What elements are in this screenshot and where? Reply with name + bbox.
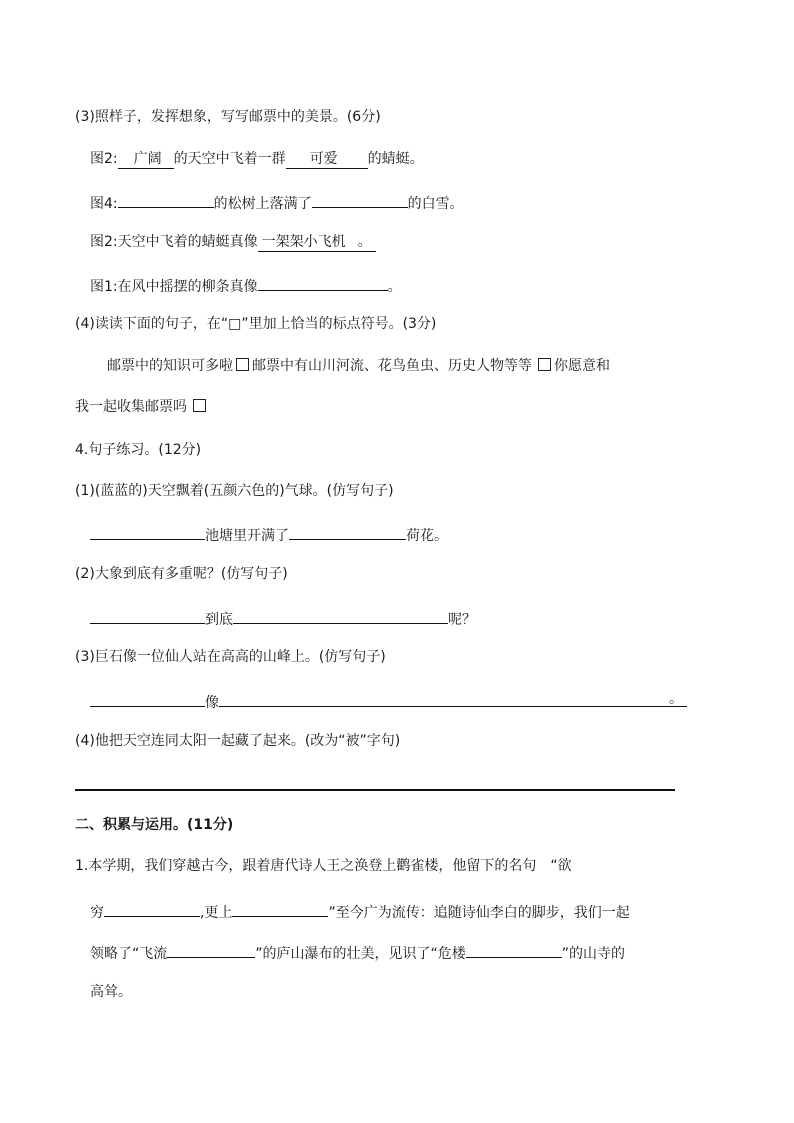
- text: 。: [669, 691, 683, 707]
- filled-blank[interactable]: 可爱: [286, 149, 368, 169]
- answer-blank[interactable]: [233, 606, 448, 624]
- answer-blank[interactable]: [289, 522, 406, 540]
- part2-q1-line-2: [90, 899, 630, 923]
- text: 图1:在风中摇摆的柳条真像: [90, 279, 258, 295]
- text: 到底: [205, 612, 233, 628]
- q4-sentence-line-1: [107, 356, 610, 376]
- answer-blank[interactable]: [232, 899, 328, 917]
- q3-line-3: [90, 232, 376, 252]
- text: ”至今广为流传：追随诗仙李白的脚步，我们一起: [328, 905, 630, 921]
- answer-rule[interactable]: [75, 789, 675, 791]
- answer-blank[interactable]: [90, 522, 205, 540]
- part2-q1-line-1: 1.本学期，我们穿越古今，跟着唐代诗人王之涣登上鹳雀楼，他留下的名句 “欲: [75, 858, 572, 874]
- text: 我一起收集邮票吗: [75, 399, 187, 415]
- answer-blank[interactable]: [167, 940, 255, 958]
- q4-title: (4)读读下面的句子，在“□”里加上恰当的标点符号。(3分): [75, 316, 437, 332]
- q3-line-4: [90, 273, 402, 297]
- text: 的松树上落满了: [213, 196, 312, 212]
- sec4-p1: (1)(蓝蓝的)天空飘着(五颜六色的)气球。(仿写句子): [75, 483, 394, 499]
- text: 领略了“飞流: [90, 946, 168, 962]
- text: 荷花。: [406, 528, 448, 544]
- answer-blank[interactable]: [258, 273, 388, 291]
- q3-line-1: [90, 149, 424, 169]
- text: 邮票中有山川河流、花鸟鱼虫、历史人物等等: [252, 358, 532, 374]
- text: 穷: [90, 905, 104, 921]
- text: 的蜻蜓。: [367, 151, 424, 167]
- q3-line-2: [90, 190, 464, 214]
- answer-blank[interactable]: [104, 899, 200, 917]
- text: 像: [205, 695, 219, 711]
- answer-blank[interactable]: [312, 190, 408, 208]
- text: ,更上: [200, 905, 233, 921]
- answer-blank[interactable]: [90, 689, 205, 707]
- filled-blank[interactable]: 广阔: [118, 149, 174, 169]
- sec4-p1-answer: [90, 522, 448, 546]
- text: 呢？: [448, 612, 476, 628]
- text: 你愿意和: [554, 358, 610, 374]
- text: 图2:天空中飞着的蜻蜓真像: [90, 234, 258, 250]
- text: 图2:: [90, 151, 118, 167]
- part2-title: 二、积累与运用。(11分): [75, 817, 234, 833]
- sec4-title: 4.句子练习。(12分): [75, 442, 202, 458]
- text: 的天空中飞着一群: [173, 151, 286, 167]
- answer-blank[interactable]: [219, 689, 687, 707]
- q3-title: (3)照样子，发挥想象，写写邮票中的美景。(6分): [75, 109, 381, 125]
- sec4-p2-answer: [90, 606, 476, 630]
- q4-sentence-line-2: [75, 397, 209, 417]
- text: 池塘里开满了: [205, 528, 289, 544]
- answer-blank[interactable]: [90, 606, 205, 624]
- filled-text: 一架架小飞机: [261, 234, 346, 250]
- punctuation-box[interactable]: [193, 399, 206, 412]
- text: 邮票中的知识可多啦: [107, 358, 233, 374]
- part2-q1-line-4: 高耸。: [90, 984, 132, 1000]
- part2-q1-line-3: [90, 940, 625, 964]
- answer-blank[interactable]: [466, 940, 562, 958]
- text: 的白雪。: [407, 196, 464, 212]
- punctuation-box[interactable]: [538, 358, 551, 371]
- text: ”的山寺的: [561, 946, 626, 962]
- answer-blank[interactable]: [118, 190, 214, 208]
- sec4-p4: (4)他把天空连同太阳一起藏了起来。(改为“被”字句): [75, 733, 401, 749]
- text: 。: [357, 234, 372, 250]
- text: 。: [387, 279, 402, 295]
- text: ”的庐山瀑布的壮美，见识了“危楼: [255, 946, 466, 962]
- filled-blank[interactable]: [258, 232, 376, 252]
- sec4-p3: (3)巨石像一位仙人站在高高的山峰上。(仿写句子): [75, 649, 386, 665]
- sec4-p3-answer: [90, 689, 687, 713]
- punctuation-box[interactable]: [236, 358, 249, 371]
- sec4-p2: (2)大象到底有多重呢？(仿写句子): [75, 566, 288, 582]
- text: 图4:: [90, 196, 118, 212]
